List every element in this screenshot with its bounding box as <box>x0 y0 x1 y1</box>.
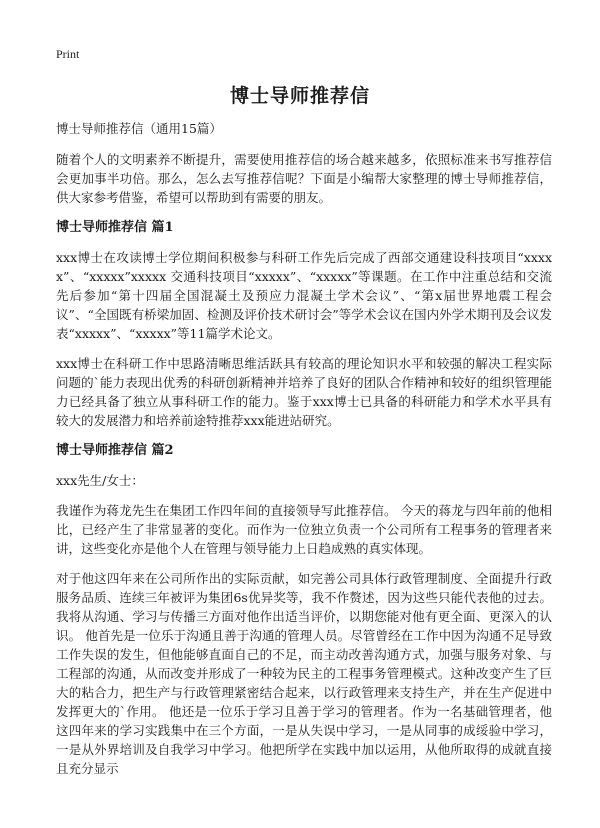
page-title: 博士导师推荐信 <box>229 85 370 107</box>
document-subtitle: 博士导师推荐信（通用15篇） <box>56 121 222 136</box>
section-1-paragraph-2: xxx博士在科研工作中思路清晰思维活跃具有较高的理论知识水平和较强的解决工程实际问题的`能力表现出优秀的科研创新精神并培养了良好的团队合作精神和较好的组织管理能力已经具备了独立从事科研工作的能力。鉴于xxx博士已具备的科研能力和学术水平具有较大的发展潜力和培养前途特推荐xxx能进站研究。 <box>56 356 552 428</box>
section-2-paragraph-2: 对于他这四年来在公司所作出的实际贡献，如完善公司具体行政管理制度、全面提升行政服务品质、连续三年被评为集团6s优异奖等，我不作赘述，因为这些只能代表他的过去。我将从沟通、学习与传播三方面对他作出适当评价，以期您能对他有更全面、更深入的认识。 他首先是一位乐于沟通且善于沟通的管理人员。尽管曾经在工作中因为沟通不足导致工作失误的发生，但他能够直面自己的不足，而主动改善沟通方式，加强与服务对象、与工程部的沟通，从而改变并形成了一种较为民主的工程事务管理模式。这种改变产生了巨大的粘合力，把生产与行政管理紧密结合起来，以行政管理来支持生产，并在生产促进中发挥更大的`作用。 他还是一位乐于学习且善于学习的管理者。作为一名基础管理者，他这四年来的学习实践集中在三个方面，一是从失误中学习，一是从同事的成绥验中学习，一是从外界培训及自我学习中学习。他把所学在实践中加以运用，从他所取得的成就直接且充分显示 <box>56 571 552 776</box>
section-heading-1: 博士导师推荐信 篇1 <box>56 220 174 235</box>
intro-paragraph: 随着个人的文明素养不断提升，需要使用推荐信的场合越来越多，依照标准来书写推荐信会更加事半功倍。那么，怎么去写推荐信呢？下面是小编帮大家整理的博士导师推荐信，供大家参考借鉴，希望可以帮助到有需要的朋友。 <box>56 152 552 205</box>
section-heading-2: 博士导师推荐信 篇2 <box>56 443 174 458</box>
document-body <box>56 120 552 789</box>
section-2-salutation: xxx先生/女士： <box>56 473 144 488</box>
section-1-paragraph-1: xxx博士在攻读博士学位期间积极参与科研工作先后完成了西部交通建设科技项目“xxxxx”、“xxxxx”xxxxx 交通科技项目“xxxxx”、“xxxxx”等课题。在工作中注重总结和交流先后参加“第十四届全国混凝土及预应力混凝土学术会议”、“第x届世界地震工程会议”、“全国既有桥梁加固、检测及评价技术研讨会”等学术会议在国内外学术期刊及会议发表“xxxxx”、“xxxxx”等11篇学术论文。 <box>56 250 552 341</box>
section-2-paragraph-1: 我谨作为蒋龙先生在集团工作四年间的直接领导写此推荐信。 今天的蒋龙与四年前的他相比，已经产生了非常显著的变化。而作为一位独立负责一个公司所有工程事务的管理者来讲，这些变化亦是他个人在管理与领导能力上日趋成熟的真实体现。 <box>56 503 552 556</box>
print-link[interactable]: Print <box>56 47 80 61</box>
